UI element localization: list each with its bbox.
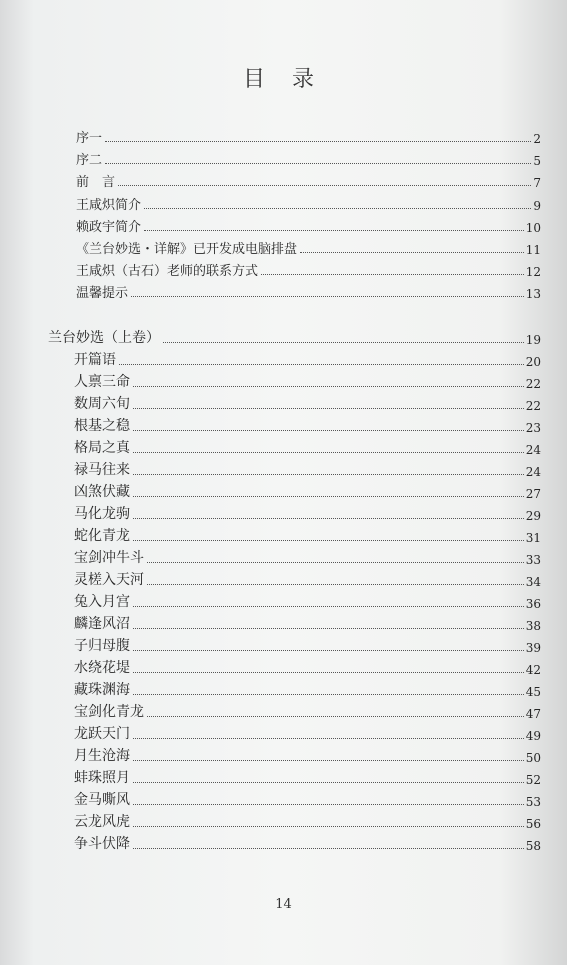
dot-leader bbox=[133, 694, 524, 695]
dot-leader bbox=[133, 628, 524, 629]
dot-leader bbox=[133, 804, 524, 805]
toc-entry-page: 31 bbox=[525, 531, 541, 545]
toc-entry bbox=[74, 681, 541, 699]
toc-entry-page: 34 bbox=[525, 575, 541, 589]
toc-entry bbox=[76, 128, 541, 146]
toc-entry-page: 23 bbox=[525, 421, 541, 435]
toc-entry-page: 27 bbox=[525, 487, 541, 501]
dot-leader bbox=[133, 782, 524, 783]
toc-entry-page: 58 bbox=[525, 839, 541, 853]
toc-entry-label: 藏珠渊海 bbox=[74, 682, 130, 698]
toc-entry-page: 24 bbox=[525, 465, 541, 479]
dot-leader bbox=[133, 848, 524, 849]
toc-entry-page: 9 bbox=[533, 199, 541, 213]
toc-entry bbox=[74, 571, 541, 589]
toc-entry bbox=[74, 747, 541, 765]
toc-entry-page: 5 bbox=[533, 154, 541, 168]
toc-entry bbox=[74, 615, 541, 633]
dot-leader bbox=[163, 342, 524, 343]
toc-entry bbox=[74, 659, 541, 677]
toc-entry-label: 格局之真 bbox=[74, 440, 130, 456]
toc-entry-page: 38 bbox=[525, 619, 541, 633]
toc-entry-label: 兔入月宫 bbox=[74, 594, 130, 610]
dot-leader bbox=[133, 408, 524, 409]
dot-leader bbox=[147, 562, 524, 563]
toc-entry-page: 56 bbox=[525, 817, 541, 831]
dot-leader bbox=[300, 252, 524, 253]
dot-leader bbox=[144, 230, 524, 231]
toc-entry bbox=[74, 813, 541, 831]
toc-entry-label: 赖政宇简介 bbox=[76, 220, 142, 235]
toc-entry-label: 前 言 bbox=[76, 175, 116, 190]
dot-leader bbox=[261, 274, 524, 275]
dot-leader bbox=[119, 364, 524, 365]
toc-entry bbox=[74, 703, 541, 721]
toc-entry bbox=[74, 505, 541, 523]
toc-entry bbox=[74, 637, 541, 655]
dot-leader bbox=[133, 650, 524, 651]
toc-entry bbox=[74, 351, 541, 369]
toc-entry-label: 争斗伏降 bbox=[74, 836, 130, 852]
toc-entry-label: 云龙风虎 bbox=[74, 814, 130, 830]
toc-entry-page: 33 bbox=[525, 553, 541, 567]
toc-entry-page: 2 bbox=[533, 132, 541, 146]
toc-entry-label: 温馨提示 bbox=[76, 286, 129, 301]
toc-entry-label: 序二 bbox=[76, 153, 103, 168]
toc-entry bbox=[74, 725, 541, 743]
dot-leader bbox=[133, 738, 524, 739]
toc-entry-label: 蚌珠照月 bbox=[74, 770, 130, 786]
toc-entry-page: 10 bbox=[525, 221, 541, 235]
toc-entry bbox=[74, 791, 541, 809]
toc-entry-page: 53 bbox=[525, 795, 541, 809]
dot-leader bbox=[133, 518, 524, 519]
toc-entry bbox=[76, 239, 541, 257]
toc-entry-page: 12 bbox=[525, 265, 541, 279]
toc-entry bbox=[76, 261, 541, 279]
toc-entry bbox=[74, 483, 541, 501]
toc-entry-label: 金马嘶风 bbox=[74, 792, 130, 808]
toc-entry bbox=[74, 439, 541, 457]
dot-leader bbox=[133, 606, 524, 607]
toc-entry-page: 7 bbox=[533, 176, 541, 190]
toc-entry-page: 24 bbox=[525, 443, 541, 457]
toc-entry-label: 《兰台妙选・详解》已开发成电脑排盘 bbox=[76, 242, 298, 257]
page-number: 14 bbox=[275, 897, 292, 912]
toc-entry bbox=[74, 593, 541, 611]
toc-entry bbox=[74, 527, 541, 545]
toc-entry bbox=[74, 461, 541, 479]
toc-entry-page: 49 bbox=[525, 729, 541, 743]
toc-entry-page: 36 bbox=[525, 597, 541, 611]
toc-entry-label: 根基之稳 bbox=[74, 418, 130, 434]
toc-entry-label: 水绕花堤 bbox=[74, 660, 130, 676]
toc-entry bbox=[74, 549, 541, 567]
toc-entry-page: 20 bbox=[525, 355, 541, 369]
toc-entry-label: 马化龙驹 bbox=[74, 506, 130, 522]
toc-entry-page: 42 bbox=[525, 663, 541, 677]
toc-entry bbox=[76, 150, 541, 168]
toc-entry-page: 50 bbox=[525, 751, 541, 765]
toc-entry-page: 11 bbox=[525, 243, 541, 257]
dot-leader bbox=[133, 452, 524, 453]
toc-entry-page: 22 bbox=[525, 377, 541, 391]
toc-entry-page: 13 bbox=[525, 287, 541, 301]
toc-entry-page: 39 bbox=[525, 641, 541, 655]
toc-entry bbox=[74, 395, 541, 413]
dot-leader bbox=[133, 496, 524, 497]
toc-entry-page: 19 bbox=[525, 333, 541, 347]
toc-entry-label: 凶煞伏藏 bbox=[74, 484, 130, 500]
toc-entry-page: 52 bbox=[525, 773, 541, 787]
dot-leader bbox=[105, 163, 531, 164]
dot-leader bbox=[133, 672, 524, 673]
toc-entry bbox=[74, 835, 541, 853]
toc-entry-page: 47 bbox=[525, 707, 541, 721]
toc-entry-label: 灵槎入天河 bbox=[74, 572, 144, 588]
dot-leader bbox=[118, 185, 531, 186]
page-title: 目 录 bbox=[243, 67, 324, 92]
toc-entry-label: 开篇语 bbox=[74, 352, 116, 368]
toc-entry-page: 22 bbox=[525, 399, 541, 413]
toc-entry-page: 29 bbox=[525, 509, 541, 523]
dot-leader bbox=[147, 584, 524, 585]
dot-leader bbox=[133, 430, 524, 431]
toc-entry bbox=[76, 283, 541, 301]
toc-entry bbox=[74, 417, 541, 435]
toc-entry bbox=[74, 373, 541, 391]
toc-entry-label: 龙跃天门 bbox=[74, 726, 130, 742]
dot-leader bbox=[133, 540, 524, 541]
toc-entry-label: 麟逢风沼 bbox=[74, 616, 130, 632]
dot-leader bbox=[133, 386, 524, 387]
dot-leader bbox=[131, 296, 524, 297]
toc-entry-label: 序一 bbox=[76, 131, 103, 146]
dot-leader bbox=[147, 716, 524, 717]
toc-entry-label: 宝剑化青龙 bbox=[74, 704, 144, 720]
toc-entry-label: 宝剑冲牛斗 bbox=[74, 550, 144, 566]
dot-leader bbox=[133, 826, 524, 827]
dot-leader bbox=[144, 208, 531, 209]
toc-entry bbox=[76, 217, 541, 235]
toc-entry-label: 数周六旬 bbox=[74, 396, 130, 412]
toc-entry-label: 蛇化青龙 bbox=[74, 528, 130, 544]
dot-leader bbox=[105, 141, 531, 142]
dot-leader bbox=[133, 474, 524, 475]
toc-entry-label: 兰台妙选（上卷） bbox=[48, 330, 160, 346]
dot-leader bbox=[133, 760, 524, 761]
toc-entry bbox=[76, 195, 541, 213]
toc-entry bbox=[76, 172, 541, 190]
toc-entry bbox=[74, 769, 541, 787]
toc-part-heading bbox=[48, 329, 541, 347]
toc-entry-label: 人禀三命 bbox=[74, 374, 130, 390]
toc-entry-label: 王咸炽简介 bbox=[76, 198, 142, 213]
toc-entry-label: 王咸炽（古石）老师的联系方式 bbox=[76, 264, 259, 279]
toc-entry-label: 子归母腹 bbox=[74, 638, 130, 654]
toc-entry-label: 禄马往来 bbox=[74, 462, 130, 478]
toc-entry-page: 45 bbox=[525, 685, 541, 699]
toc-entry-label: 月生沧海 bbox=[74, 748, 130, 764]
